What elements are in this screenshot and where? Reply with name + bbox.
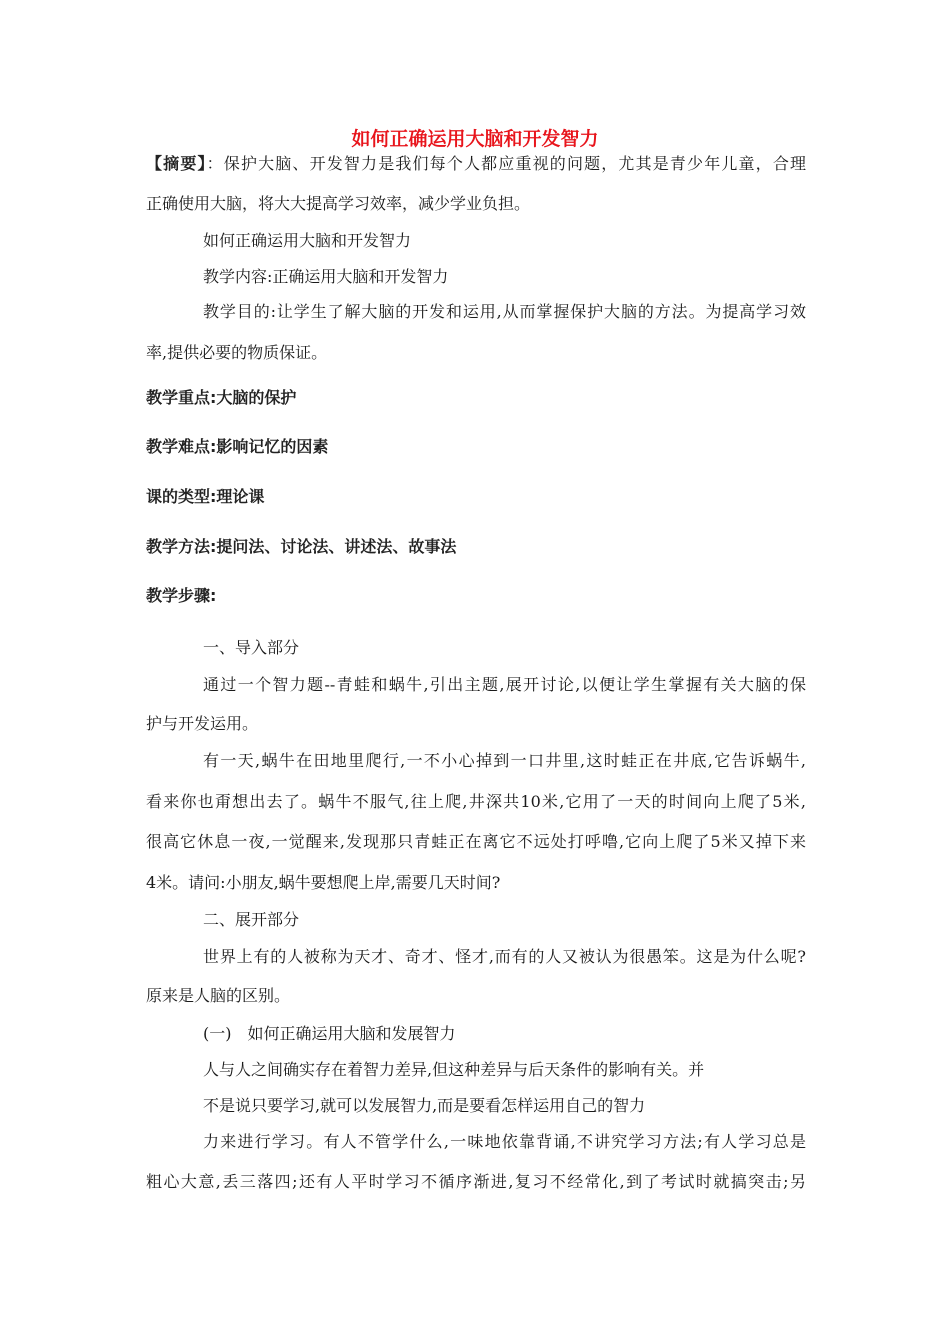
paragraph-2-line-4: 4米。请问:小朋友,蜗牛要想爬上岸,需要几天时间? — [146, 873, 501, 892]
bold-item-steps: 教学步骤: — [146, 586, 217, 605]
paragraph-3-line-2: 原来是人脑的区别。 — [146, 986, 291, 1005]
paragraph-4-line-2: 不是说只要学习,就可以发展智力,而是要看怎样运用自己的智力 — [203, 1096, 646, 1115]
paragraph-2-line-3: 很高它休息一夜,一觉醒来,发现那只青蛙正在离它不远处打呼噜,它向上爬了5米又掉下来 — [146, 832, 806, 851]
abstract-line-2: 正确使用大脑，将大大提高学习效率，减少学业负担。 — [146, 194, 531, 213]
bold-item-method: 教学方法:提问法、讨论法、讲述法、故事法 — [146, 537, 457, 556]
abstract-label: 【摘要】 — [146, 154, 207, 173]
paragraph-2-line-2: 看来你也甭想出去了。蜗牛不服气,往上爬,井深共10米,它用了一天的时间向上爬了5米, — [146, 792, 806, 811]
paragraph-3-line-1: 世界上有的人被称为天才、奇才、怪才,而有的人又被认为很愚笨。这是为什么呢? — [203, 947, 806, 966]
paragraph-1-line-1: 通过一个智力题--青蛙和蜗牛,引出主题,展开讨论,以便让学生掌握有关大脑的保 — [203, 675, 806, 694]
header-line-4: 率,提供必要的物质保证。 — [146, 343, 328, 362]
section-2-heading: 二、展开部分 — [203, 910, 300, 929]
section-1-heading: 一、导入部分 — [203, 638, 300, 657]
paragraph-4-line-4: 粗心大意,丢三落四;还有人平时学习不循序渐进,复习不经常化,到了考试时就搞突击;另 — [146, 1172, 806, 1191]
paragraph-1-line-2: 护与开发运用。 — [146, 714, 259, 733]
paragraph-4-line-1: 人与人之间确实存在着智力差异,但这种差异与后天条件的影响有关。并 — [203, 1060, 705, 1079]
abstract-line-1 — [146, 154, 806, 174]
bold-item-difficulty: 教学难点:影响记忆的因素 — [146, 437, 329, 456]
header-line-2: 教学内容:正确运用大脑和开发智力 — [203, 267, 449, 286]
paragraph-2-line-1: 有一天,蜗牛在田地里爬行,一不小心掉到一口井里,这时蛙正在井底,它告诉蜗牛, — [203, 751, 806, 770]
paragraph-4-line-3: 力来进行学习。有人不管学什么,一味地依靠背诵,不讲究学习方法;有人学习总是 — [203, 1132, 806, 1151]
subsection-1-heading: (一) 如何正确运用大脑和发展智力 — [203, 1024, 456, 1043]
abstract-text-1: ：保护大脑、开发智力是我们每个人都应重视的问题，尤其是青少年儿童，合理 — [206, 154, 806, 173]
bold-item-class-type: 课的类型:理论课 — [146, 487, 265, 506]
header-line-3: 教学目的:让学生了解大脑的开发和运用,从而掌握保护大脑的方法。为提高学习效 — [203, 302, 806, 321]
header-line-1: 如何正确运用大脑和开发智力 — [203, 231, 412, 250]
bold-item-focus: 教学重点:大脑的保护 — [146, 388, 297, 407]
document-title: 如何正确运用大脑和开发智力 — [351, 128, 599, 150]
